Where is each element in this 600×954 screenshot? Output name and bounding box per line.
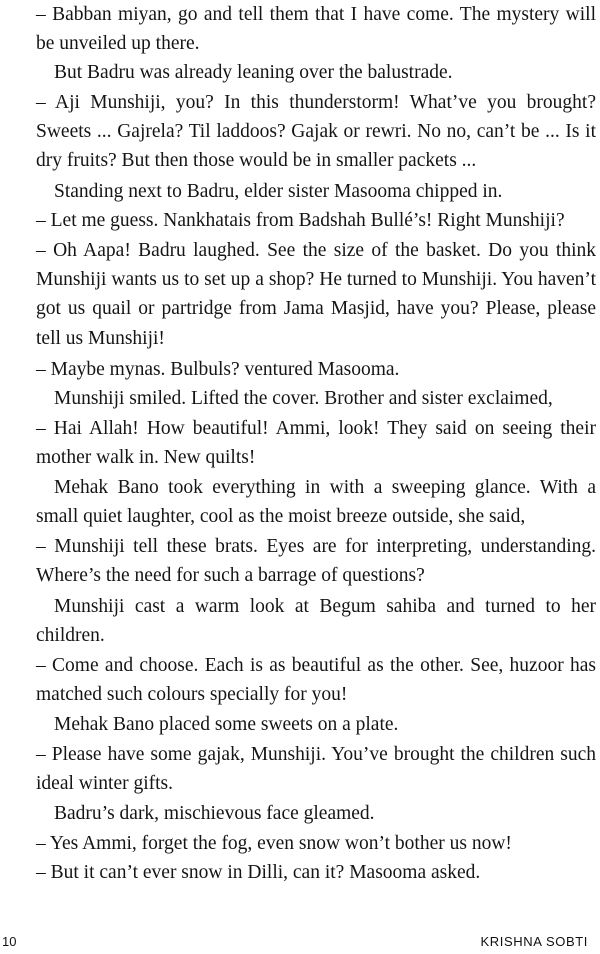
paragraph-8: Munshiji smiled. Lifted the cover. Brother and sister exclaimed, [54,388,553,409]
paragraph-12: Munshiji cast a warm look at Begum sahiba and turned to her children. [36,596,596,647]
paragraph-1: – Babban miyan, go and tell them that I have come. The mystery will be unveiled up there. [36,4,596,55]
paragraph-14: Mehak Bano placed some sweets on a plate. [54,714,399,735]
paragraph-11: – Munshiji tell these brats. Eyes are for interpreting, understanding. Where’s the need for such a barrage of questions? [36,536,596,587]
paragraph-7: – Maybe mynas. Bulbuls? ventured Masooma. [36,359,400,380]
paragraph-6: – Oh Aapa! Badru laughed. See the size of the basket. Do you think Munshiji wants us to set up a shop? He turned to Munshiji. You haven’t got us quail or partridge from Jama Masjid, have you? Please, please tell us Munshiji! [36,240,596,349]
paragraph-16: Badru’s dark, mischievous face gleamed. [54,803,375,824]
paragraph-9: – Hai Allah! How beautiful! Ammi, look! They said on seeing their mother walk in. New quilts! [36,418,596,469]
running-footer-author: KRISHNA SOBTI [480,934,588,949]
page-number: 10 [2,934,17,949]
paragraph-4: Standing next to Badru, elder sister Masooma chipped in. [54,181,503,202]
paragraph-2: But Badru was already leaning over the balustrade. [54,62,453,83]
paragraph-15: – Please have some gajak, Munshiji. You’ve brought the children such ideal winter gifts. [36,744,596,795]
paragraph-3: – Aji Munshiji, you? In this thunderstorm! What’ve you brought? Sweets ... Gajrela? Til laddoos? Gajak or rewri. No no, can’t be ... Is it dry fruits? But then those would be in smaller packets ... [36,92,596,172]
paragraph-18: – But it can’t ever snow in Dilli, can it? Masooma asked. [36,862,481,883]
paragraph-17: – Yes Ammi, forget the fog, even snow won’t bother us now! [36,833,512,854]
paragraph-5: – Let me guess. Nankhatais from Badshah Bullé’s! Right Munshiji? [36,210,565,231]
paragraph-13: – Come and choose. Each is as beautiful as the other. See, huzoor has matched such colours specially for you! [36,655,596,706]
paragraph-10: Mehak Bano took everything in with a sweeping glance. With a small quiet laughter, cool as the moist breeze outside, she said, [36,477,596,528]
